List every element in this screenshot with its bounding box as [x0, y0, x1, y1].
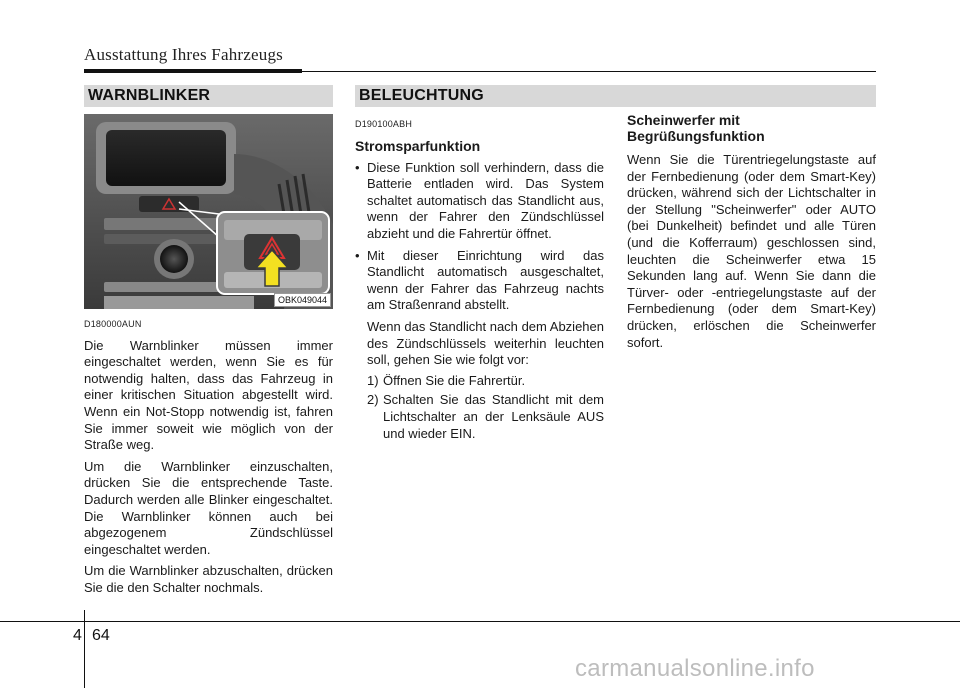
paragraph: Wenn Sie die Türentriegelungstaste auf der Fernbedienung (oder dem Smart-Key) drücken, während sich der Lichtschalter in der Stellung "Scheinwerfer" oder AUTO (bei Dunkelheit) befindet und alle Türen (und die Kofferraum) geschlossen sind, leuchten die Scheinwerfer etwa 15 Sekunden lang auf. Wenn Sie dann die Türver- oder -entriegelungstaste auf der Fernbedienung (oder dem Smart-Key) drücken, erlöschen die Scheinwerfer sofort. [627, 152, 876, 350]
step-text: Öffnen Sie die Fahrertür. [383, 372, 526, 388]
followup-paragraph: Wenn das Standlicht nach dem Abziehen des Zündschlüssels weiterhin leuchten soll, gehen Sie wie folgt vor: [367, 318, 604, 368]
page-header-title: Ausstattung Ihres Fahrzeugs [84, 45, 283, 64]
section-title-warnblinker: WARNBLINKER [88, 87, 211, 104]
column-left [84, 316, 333, 602]
step-item [355, 392, 604, 442]
header-rule-thick [84, 69, 302, 73]
paragraph: Um die Warnblinker einzuschalten, drücken Sie die entsprechende Taste. Dadurch werden alle Blinker eingeschaltet. Die Warnblinker können auch bei abgezogenem Zündschlüssel eingeschaltet werden. [84, 458, 333, 557]
subheading-begruessungsfunktion: Scheinwerfer mit Begrüßungsfunktion [627, 112, 765, 144]
section-code: D180000AUN [84, 319, 142, 329]
image-code-label: OBK049044 [274, 293, 331, 307]
column-middle [355, 116, 604, 445]
chapter-number: 4 [73, 627, 82, 644]
step-text: Schalten Sie das Standlicht mit dem Lichtschalter an der Lenksäule AUS und wieder EIN. [383, 392, 604, 441]
section-title-beleuchtung: BELEUCHTUNG [359, 87, 484, 104]
watermark: carmanualsonline.info [575, 655, 815, 682]
header-rule-thin [302, 71, 876, 72]
step-number: 1) [367, 372, 379, 388]
step-number: 2) [367, 392, 379, 408]
paragraph: Um die Warnblinker abzuschalten, drücken Sie die den Schalter nochmals. [84, 563, 333, 595]
bullet-item: • Mit dieser Einrichtung wird das Standlicht automatisch ausgeschaltet, wenn der Fahrer das Fahrzeug nachts am Straßenrand abstellt. [355, 248, 604, 314]
footer-tick [84, 610, 85, 688]
column-right [627, 112, 876, 356]
subheading-stromsparfunktion: Stromsparfunktion [355, 137, 481, 154]
section-code: D190100ABH [355, 119, 413, 129]
bullet-item: • Diese Funktion soll verhindern, dass die Batterie entladen wird. Das System schaltet automatisch das Standlicht aus, wenn der Fahrer den Zündschlüssel abzieht und die Fahrertür öffnet. [355, 160, 604, 243]
paragraph: Die Warnblinker müssen immer eingeschaltet werden, wenn Sie es für notwendig halten, dass das Fahrzeug in einer kritischen Situation abgestellt wird. Wenn ein Not-Stopp notwendig ist, fahren Sie immer soweit wie möglich von der Straße weg. [84, 337, 333, 453]
dashboard-illustration [84, 114, 333, 309]
hazard-switch-photo [84, 114, 333, 309]
page-number: 64 [92, 627, 110, 644]
step-item [355, 373, 604, 390]
footer-rule [0, 621, 960, 622]
